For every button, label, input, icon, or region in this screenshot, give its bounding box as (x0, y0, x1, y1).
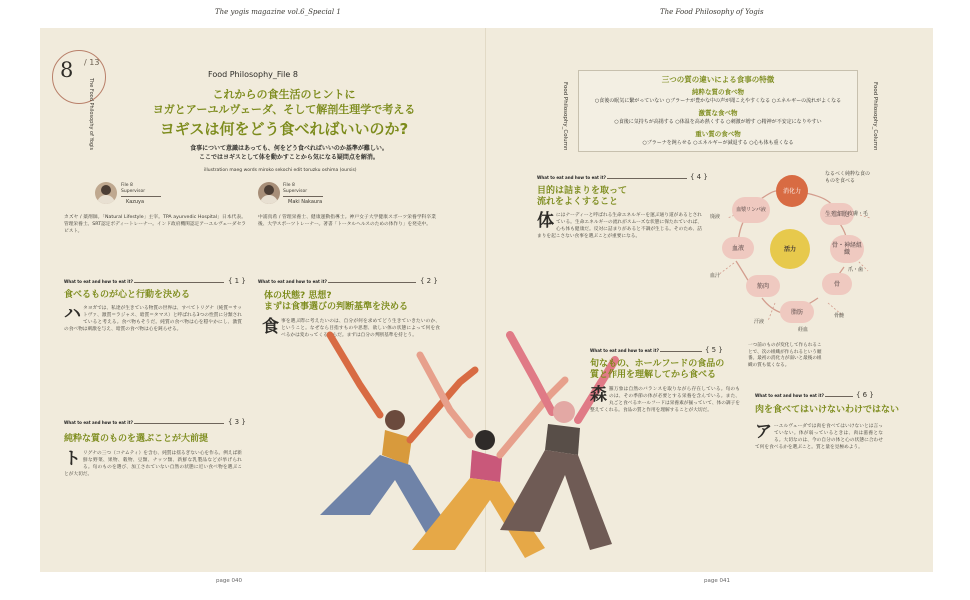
right-running-header: The Food Philosophy of Yogis (660, 8, 764, 16)
box-rajas-title: 激質な食べ物 (698, 109, 738, 117)
small-node: 経血 (798, 327, 809, 333)
section-body (64, 305, 242, 415)
avatar (95, 182, 117, 204)
profile-body: カズヤ / 薬剤師。「Natural Lifestyle」主宰。TPA ayurvedic Hospital」日本代表。管理栄養士。SRT認定ボディートレーナー。インド政府機関認定アーユルヴェーダセラピスト。 (64, 215, 246, 234)
section-text: にはナーディーと呼ばれる生命エネルギーを運ぶ通り道があるとされている。生命エネルギーの流れがスムーズな状態に保たれていれば、心も体も健康だ。反対に詰まりがあると不調が生じる。そのため、詰まりを起こさない食事を選ぶことが重要になる。 (537, 213, 702, 239)
section-number: { 4 } (690, 173, 708, 181)
section-rule (660, 351, 702, 352)
section-rule (134, 423, 224, 424)
section-label: What to eat and how to eat it? (64, 420, 133, 425)
section-rule (825, 396, 853, 397)
lead-line-1: 食事について意識はあっても、何をどう食べればいいのか基準が難しい。 (190, 145, 388, 152)
diagram-caption: 一つ前のものが変化して作られることで、次の組織が作られるという順番。最初の消化力が弱いと最後の組織の質も低くなる。 (748, 343, 822, 368)
section-label: What to eat and how to eat it? (755, 393, 824, 398)
section-title: 旬なもの、ホールフードの食品の 質と作用を理解してから食べる (590, 359, 725, 380)
section-body (537, 212, 702, 332)
section-text: 羅万象は自然のバランスを取りながら存在している。旬のものは、その季節の体が必要とする栄養を含んでいる。また、丸ごと食べるホールフードは栄養素が揃っていて、体の調子を整えてくれる。食品の質と作用を理解することが大切だ。 (590, 387, 740, 413)
left-running-header: The yogis magazine vol.6_Special 1 (215, 8, 341, 16)
section-body (755, 423, 883, 548)
section-rule (328, 282, 416, 283)
dropcap: 食 (262, 317, 279, 337)
section-label: What to eat and how to eat it? (590, 348, 659, 353)
node-muscle: 筋肉 (746, 275, 780, 297)
section-text: タヨガでは、私達が生きている物質の世界は、すべてトリグナ（純質＝サットヴァ、激質＝ラジャス、暗質＝タマス）と呼ばれる3つの性質に分類されていると考える。食べ物もそうだ。純質の食べ物は心を穏やかにし、激質の食べ物は刺激を与え、暗質の食べ物は心を鈍らせる。 (64, 306, 243, 332)
box-title: 三つの質の違いによる食事の特徴 (661, 75, 775, 84)
section-rule (607, 178, 687, 179)
dropcap: ア (755, 422, 772, 442)
profile-body: 中浦真希 / 管理栄養士、健康運動指導士。神戸女子大学健康スポーツ栄養学科卒業後、大学スポーツトレーナー。著書「トータルヘルスのための体作り」を発売中。 (258, 215, 436, 227)
avatar (258, 182, 280, 204)
section-text: リグナの三つ（コナムティ）を含む、純質は揺るぎない心を作る。例えば新鮮な野菜、果物、穀物、豆類、ナッツ類、新鮮な乳製品などが挙げられる。旬のものを選び、加工されていない自然の状態に近い食べ物を選ぶことが大切だ。 (64, 451, 242, 477)
section-body (590, 386, 740, 536)
profile-rule (121, 196, 161, 197)
title-line-3: ヨギスは何をどう食べればいいのか? (159, 120, 409, 138)
yoga-illustration (300, 300, 630, 570)
left-side-label: The Food Philosophy of Yogis (88, 78, 94, 151)
profile-rule (283, 196, 323, 197)
article-kicker: Food Philosophy_File 8 (208, 70, 298, 79)
node-fat: 脂肪 (780, 301, 814, 323)
node-vitality: 活力 (770, 229, 810, 269)
diagram-heading: なるべく純粋な食のものを食べる (825, 171, 871, 184)
section-body (64, 450, 242, 548)
dropcap: ハ (64, 304, 81, 324)
section-title: 肉を食べてはいけないわけではない (755, 405, 900, 415)
node-marrow-nerve: 骨・神経組織 (830, 235, 864, 263)
box-sattva-body: ○食後の眠気に繋がっていない ○ブラーナが豊かな中の声が聞こえやすくなる ○エネルギーの流れがよくなる (594, 98, 842, 104)
box-sattva-title: 純粋な質の食べ物 (692, 88, 744, 96)
profile-name: Maki Nakaura (288, 199, 323, 205)
section-rule (134, 282, 224, 283)
section-number: { 1 } (228, 277, 246, 285)
lead-line-2: ここではヨギスとして体を動かすことから気になる疑問点を解消。 (199, 154, 379, 161)
section-title: 目的は詰まりを取って 流れをよくすること (537, 186, 628, 207)
section-number: { 3 } (228, 418, 246, 426)
profile-role: Supervisor (121, 189, 146, 194)
page-number: 8 (60, 58, 74, 82)
section-text: 事を選ぶ際に考えたいのは、自分が何を求めてどう生きていきたいのか、ということ。なぜなら目指すものや思想、欲しい体の状態によって何を食べるかは変わってくるからだ。まずは自分の判断基準を持とう。 (281, 319, 440, 338)
small-node: 廃液 (710, 214, 721, 220)
right-folio: page 041 (704, 578, 730, 584)
title-line-1: これからの食生活のヒントに (212, 88, 356, 101)
section-text: ーユルヴェーダでは肉を食べてはいけないとは言っていない。体が弱っているときは、肉は滋養となる。大切なのは、今の自分の体と心の状態に合わせて何を食べるかを選ぶこと。質と量を見極めよう。 (755, 424, 883, 450)
small-node: 骨髄 (834, 313, 845, 319)
section-title: 純粋な質のものを選ぶことが大前提 (64, 434, 209, 444)
small-node: 皮膚・毛 (848, 211, 869, 217)
section-label: What to eat and how to eat it? (64, 279, 133, 284)
box-rajas-body: ○食後に気持ちが高揚する ○体温を高め熱くする ○刺激が増す ○精神が不安定になりやすい (614, 119, 822, 125)
dropcap: ト (64, 449, 81, 469)
dropcap: 体 (537, 211, 554, 231)
dropcap: 森 (590, 385, 607, 405)
page-total: / 13 (84, 58, 100, 67)
node-bone: 骨 (822, 273, 852, 295)
section-label: What to eat and how to eat it? (537, 175, 606, 180)
node-reproductive: 生殖細胞 (820, 203, 854, 225)
right-side-label: Food Philosophy_Column (562, 82, 568, 151)
box-tamas-body: ○ブラーナを鈍らせる ○エネルギーが減退する ○心も体も重くなる (642, 140, 794, 146)
section-number: { 5 } (705, 346, 723, 354)
small-node: 爪・歯 (848, 267, 864, 273)
box-tamas-title: 重い質の食べ物 (695, 130, 741, 138)
profile-role: Supervisor (283, 189, 308, 194)
node-blood: 血液 (722, 237, 754, 259)
profile-name: Kazuya (126, 199, 145, 205)
profile-file: File 8 (121, 183, 133, 188)
small-node: 血汁 (710, 273, 721, 279)
section-title: 食べるものが心と行動を決める (64, 290, 191, 300)
tissue-cycle-diagram (710, 163, 870, 353)
section-title: 体の状態? 思想? まずは食事選びの判断基準を決める (264, 291, 409, 312)
section-label: What to eat and how to eat it? (258, 279, 327, 284)
title-line-2: ヨガとアーユルヴェーダ、そして解剖生理学で考える (152, 103, 416, 116)
node-digestion: 消化力 (776, 175, 808, 207)
credits: illustration maeg words miroko sekochi edit toruzku oshima (oursis) (204, 168, 357, 173)
node-plasma: 血漿リンパ液 (732, 197, 770, 223)
section-number: { 6 } (856, 391, 874, 399)
section-number: { 2 } (420, 277, 438, 285)
left-folio: page 040 (216, 578, 242, 584)
small-node: 汗液 (754, 319, 765, 325)
profile-file: File 8 (283, 183, 295, 188)
right-side-label-2: Food Philosophy_Column (872, 82, 878, 151)
